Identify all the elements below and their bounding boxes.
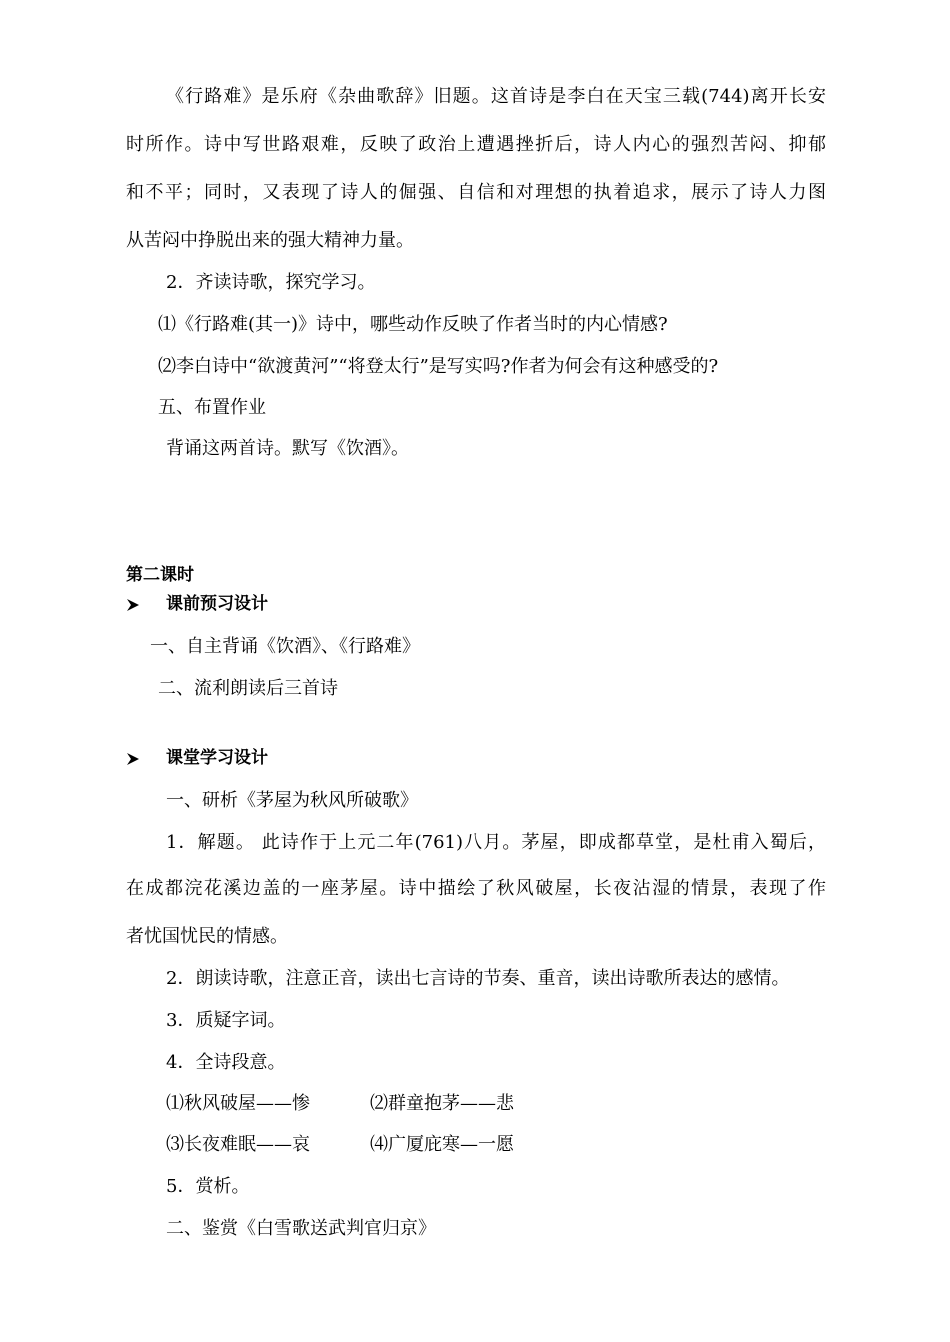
intro-line-4: 从苦闷中挣脱出来的强大精神力量。 xyxy=(126,230,414,251)
part-1-line-3: 者忧国忧民的情感。 xyxy=(126,926,288,947)
item-2-heading: 2．齐读诗歌，探究学习。 xyxy=(166,272,376,293)
arrowhead-bullet-icon xyxy=(126,593,140,615)
preview-heading: 课前预习设计 xyxy=(166,594,268,614)
part-1-item-3: 3．质疑字词。 xyxy=(166,1010,286,1031)
part-1-title: 一、研析《茅屋为秋风所破歌》 xyxy=(166,790,418,811)
question-2: ⑵李白诗中“欲渡黄河”“将登太行”是写实吗?作者为何会有这种感受的? xyxy=(158,356,719,377)
class-heading: 课堂学习设计 xyxy=(166,748,268,768)
part-2-title: 二、鉴赏《白雪歌送武判官归京》 xyxy=(166,1218,436,1239)
part-1-item-4: 4．全诗段意。 xyxy=(166,1052,286,1073)
preview-item-1: 一、自主背诵《饮酒》、《行路难》 xyxy=(150,636,420,657)
homework-heading: 五、布置作业 xyxy=(158,397,266,418)
lesson-2-title: 第二课时 xyxy=(126,565,194,585)
part-1-item-5: 5．赏析。 xyxy=(166,1176,250,1197)
intro-line-3: 和不平；同时，又表现了诗人的倔强、自信和对理想的执着追求，展示了诗人力图 xyxy=(126,182,826,203)
question-1: ⑴《行路难(其一)》诗中，哪些动作反映了作者当时的内心情感? xyxy=(158,314,668,335)
intro-line-2: 时所作。诗中写世路艰难，反映了政治上遭遇挫折后，诗人内心的强烈苦闷、抑郁 xyxy=(126,134,826,155)
part-1-line-1: 1．解题。 此诗作于上元二年(761)八月。茅屋，即成都草堂，是杜甫入蜀后， xyxy=(166,832,826,853)
homework-text: 背诵这两首诗。默写《饮酒》。 xyxy=(166,438,409,459)
segment-1: ⑴秋风破屋——惨 xyxy=(166,1093,310,1114)
intro-line-1: 《行路难》是乐府《杂曲歌辞》旧题。这首诗是李白在天宝三载(744)离开长安 xyxy=(166,86,826,107)
arrowhead-bullet-icon xyxy=(126,747,140,769)
part-1-item-2: 2．朗读诗歌，注意正音，读出七言诗的节奏、重音，读出诗歌所表达的感情。 xyxy=(166,968,790,989)
segment-2: ⑵群童抱茅——悲 xyxy=(370,1093,514,1114)
segment-3: ⑶长夜难眠——哀 xyxy=(166,1134,310,1155)
preview-item-2: 二、流利朗读后三首诗 xyxy=(158,678,338,699)
part-1-line-2: 在成都浣花溪边盖的一座茅屋。诗中描绘了秋风破屋，长夜沾湿的情景，表现了作 xyxy=(126,878,826,899)
segment-4: ⑷广厦庇寒—一愿 xyxy=(370,1134,514,1155)
